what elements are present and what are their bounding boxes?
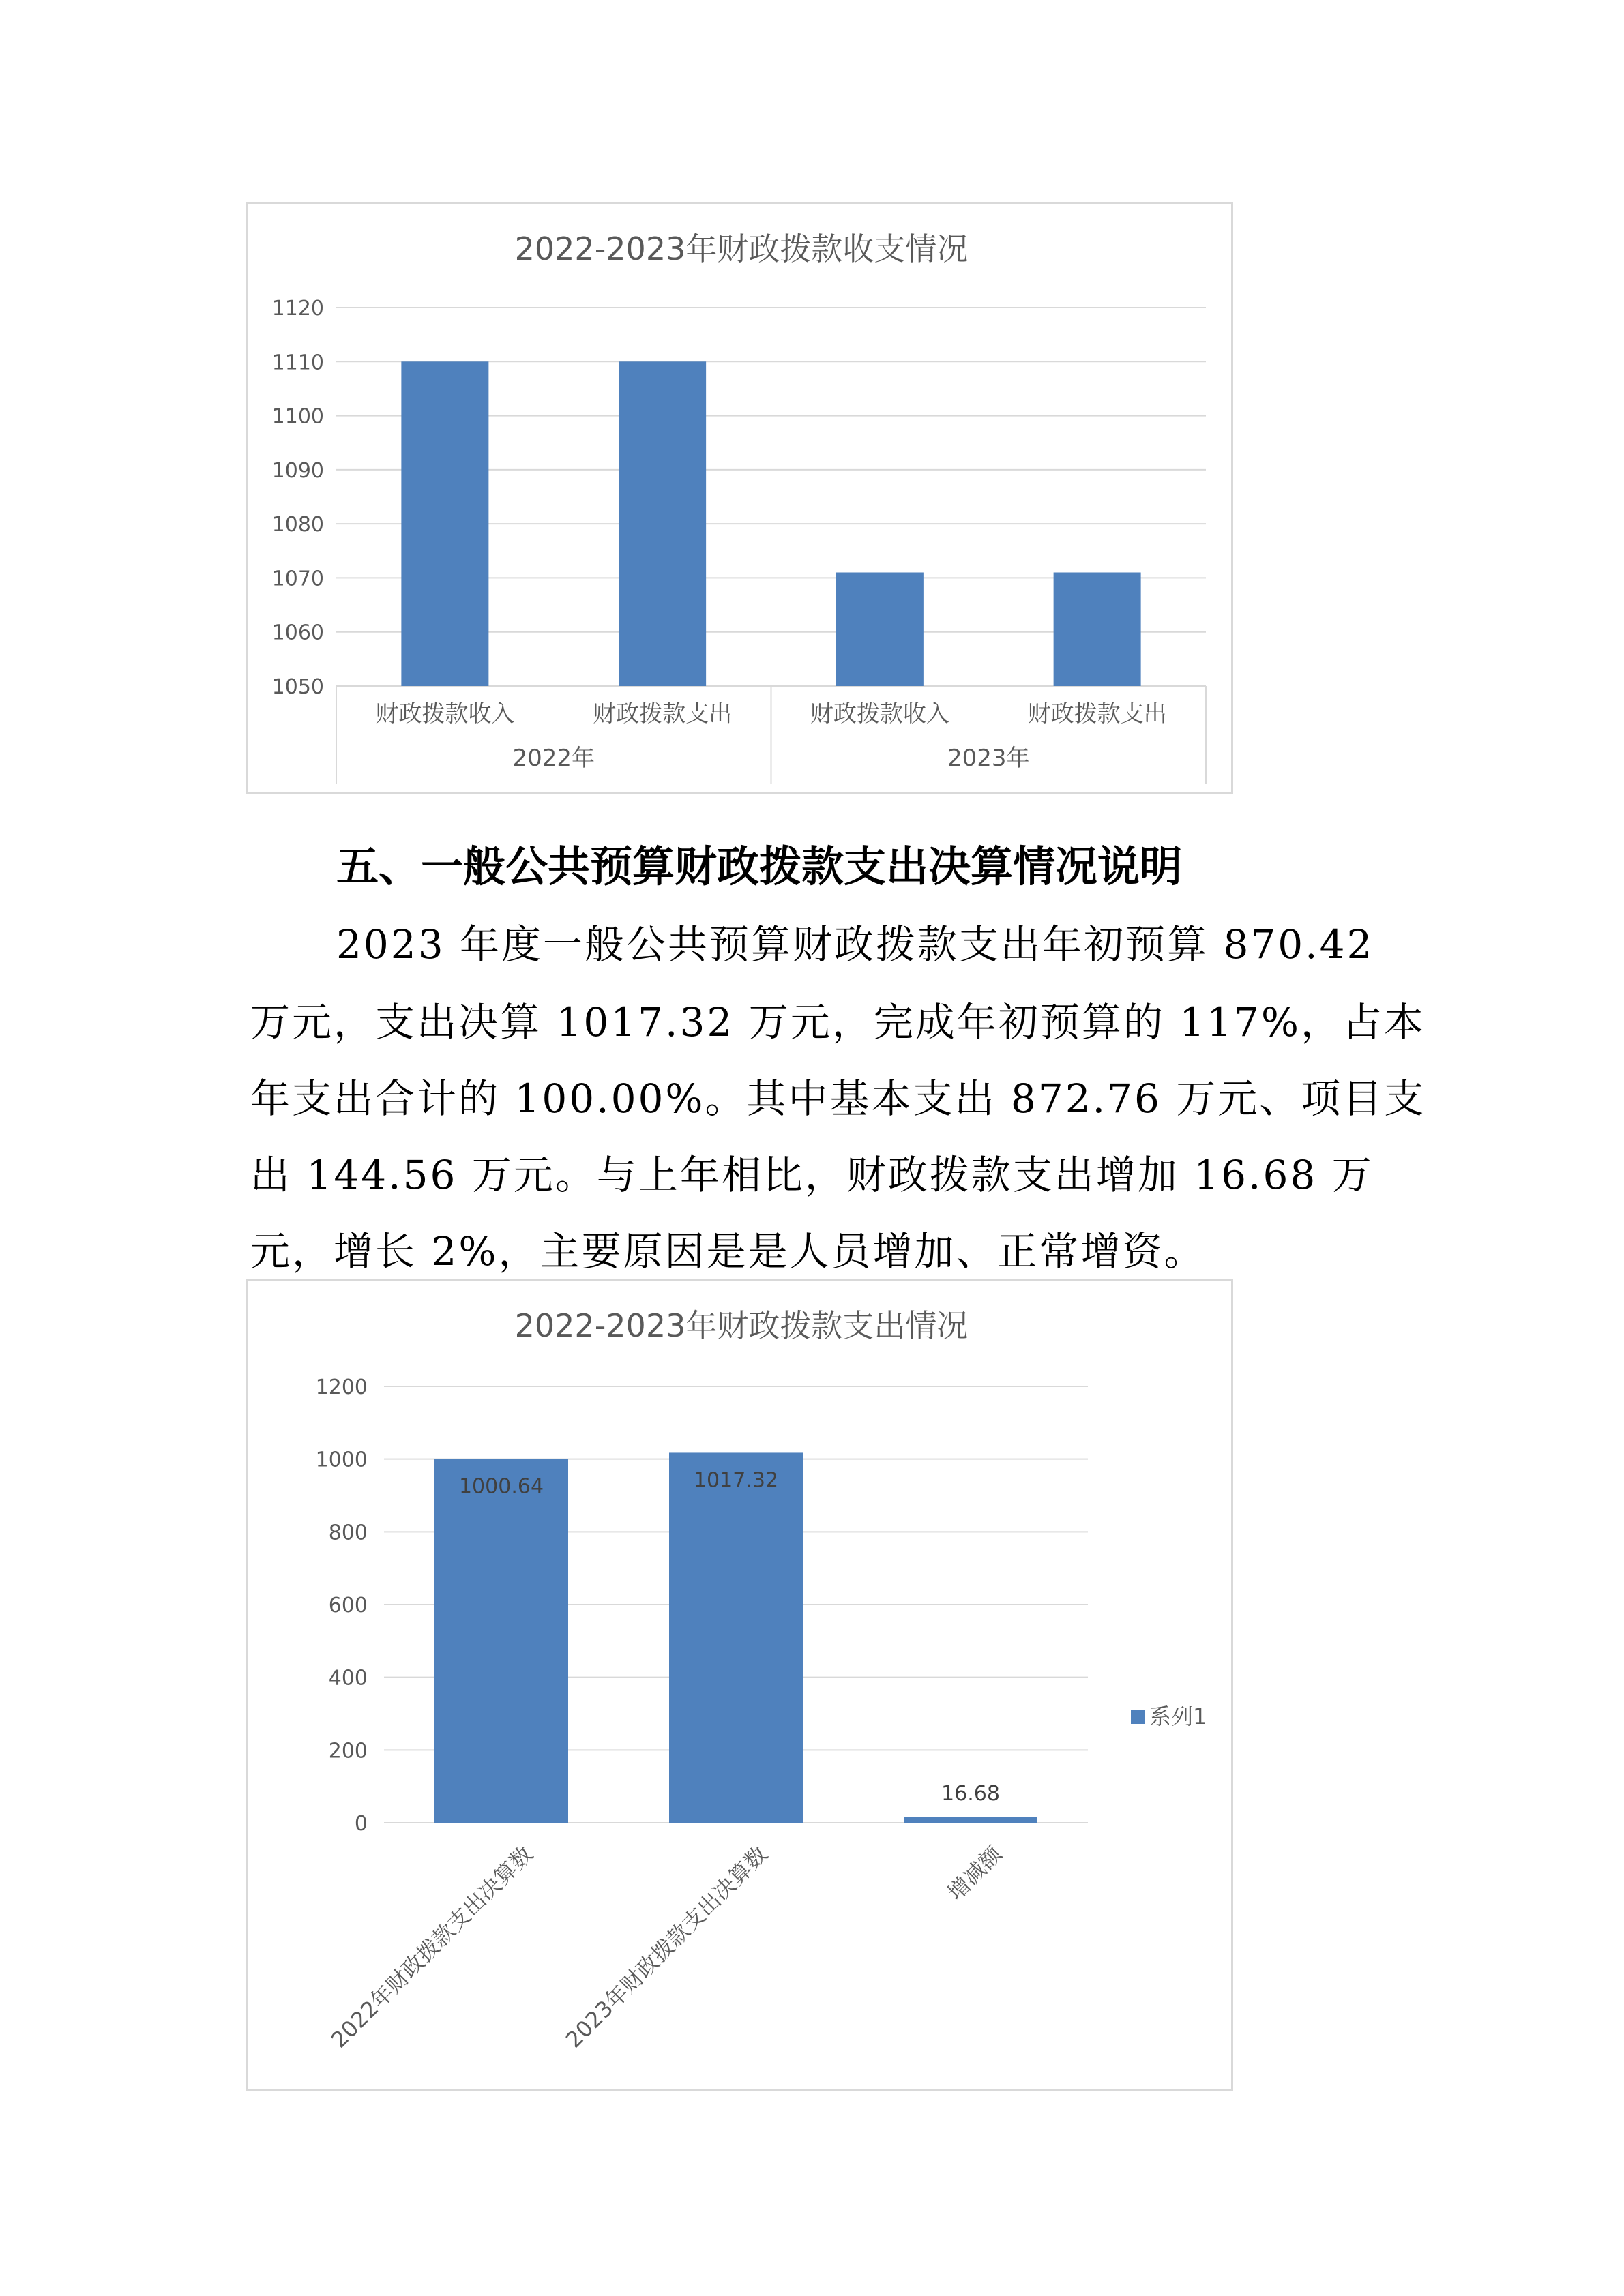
y-tick-label: 800 [328,1521,368,1545]
y-tick-label: 1000 [315,1448,368,1472]
y-tick-label: 1200 [315,1375,368,1399]
y-tick-label: 1110 [271,351,324,375]
legend-label: 系列1 [1149,1703,1207,1729]
paragraph-line-1: 2023 年度一般公共预算财政拨款支出年初预算 870.42 [336,921,1374,968]
bar [669,1452,803,1823]
x-category-label: 财政拨款收入 [810,700,949,728]
y-tick-label: 1050 [271,675,324,699]
x-category-label: 财政拨款收入 [375,700,515,728]
x-category-label: 2023年财政拨款支出决算数 [560,1840,773,2053]
expense-chart-svg [248,1281,1235,2093]
y-tick-label: 1060 [271,621,324,645]
bar [619,361,706,686]
income-expense-chart-svg [248,204,1235,796]
data-label: 16.68 [941,1782,1000,1806]
paragraph-line-3: 年支出合计的 100.00%。其中基本支出 872.76 万元、项目支 [250,1075,1426,1122]
section-heading: 五、一般公共预算财政拨款支出决算情况说明 [336,841,1183,891]
paragraph-line-2: 万元，支出决算 1017.32 万元，完成年初预算的 117%，占本 [250,999,1426,1045]
paragraph-line-4: 出 144.56 万元。与上年相比，财政拨款支出增加 16.68 万 [250,1152,1374,1198]
bar [401,361,488,686]
y-tick-label: 1070 [271,567,324,591]
bar [434,1459,568,1823]
data-label: 1017.32 [693,1468,779,1493]
y-tick-label: 600 [328,1594,368,1617]
bar [904,1817,1037,1823]
expense-chart [246,1279,1233,2091]
y-tick-label: 400 [328,1666,368,1690]
y-tick-label: 1120 [271,297,324,320]
paragraph-line-5: 元，增长 2%，主要原因是是人员增加、正常增资。 [250,1228,1206,1274]
income-expense-chart [246,202,1233,794]
data-label: 1000.64 [458,1474,544,1499]
legend-swatch [1131,1710,1145,1724]
y-tick-label: 1100 [271,404,324,429]
chart-title: 2022-2023年财政拨款收支情况 [514,230,969,267]
x-category-label: 财政拨款支出 [1027,700,1167,728]
x-group-label: 2022年 [512,745,595,772]
y-tick-label: 0 [354,1812,368,1836]
y-tick-label: 200 [328,1739,368,1763]
bar [836,573,924,687]
chart-title: 2022-2023年财政拨款支出情况 [514,1307,969,1344]
x-category-label: 2022年财政拨款支出决算数 [325,1840,538,2053]
x-group-label: 2023年 [947,745,1030,772]
x-category-label: 财政拨款支出 [593,700,733,728]
y-tick-label: 1080 [271,513,324,537]
x-category-label: 增减额 [942,1840,1007,1906]
bar [1054,573,1141,687]
y-tick-label: 1090 [271,458,324,483]
